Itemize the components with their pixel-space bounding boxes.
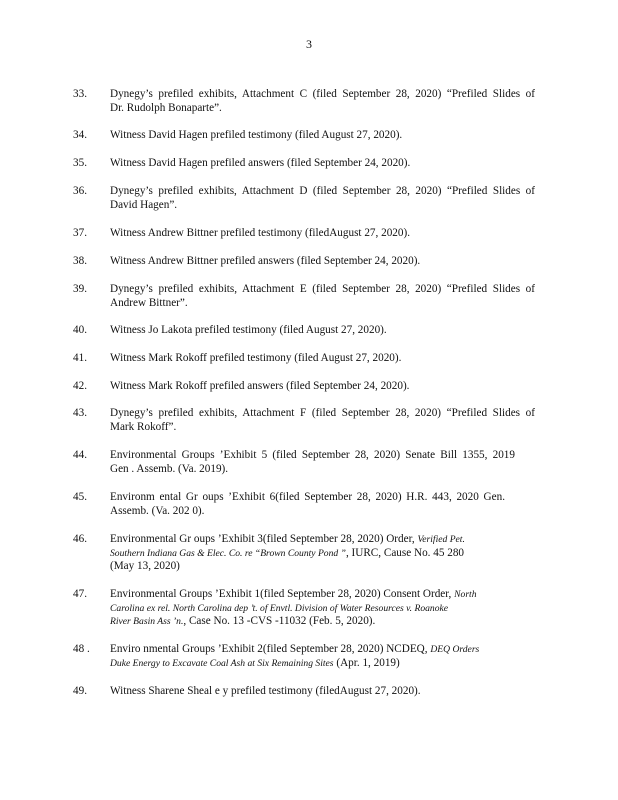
item-line: Environmental Gr oups ’Exhibit 3(filed September 28, 2020) Order,	[110, 533, 415, 545]
item-number: 41.	[73, 352, 87, 364]
item-number: 39.	[73, 283, 87, 295]
item-text	[110, 255, 535, 269]
item-line: Witness Andrew Bittner prefiled testimony (filedAugust 27, 2020).	[110, 227, 411, 239]
item-text	[110, 157, 535, 171]
case-name: Southern Indiana Gas & Elec. Co. re “Brown County Pond ”	[110, 547, 346, 559]
item-number: 46.	[73, 533, 87, 545]
item-text	[110, 407, 535, 434]
item-text	[110, 324, 535, 338]
item-number: 48 .	[73, 643, 90, 655]
item-text	[110, 352, 535, 366]
item-line: Witness David Hagen prefiled testimony (filed August 27, 2020).	[110, 129, 403, 141]
item-line: Dr. Rudolph Bonaparte”.	[110, 101, 222, 114]
item-line: Andrew Bittner”.	[110, 296, 188, 309]
page-number: 3	[306, 37, 312, 51]
item-line: Assemb. (Va. 202 0).	[110, 504, 205, 517]
item-line: Environmental Groups ’Exhibit 5 (filed September 28, 2020) Senate Bill 1355, 2019	[110, 449, 515, 461]
item-text	[110, 185, 535, 212]
item-line: Witness Mark Rokoff prefiled answers (filed September 24, 2020).	[110, 380, 410, 392]
item-line: Witness Mark Rokoff prefiled testimony (filed August 27, 2020).	[110, 352, 402, 364]
item-line: Dynegy’s prefiled exhibits, Attachment C (filed September 28, 2020) “Prefiled Slides of	[110, 88, 535, 100]
case-name: DEQ Orders	[430, 644, 480, 655]
item-number: 36.	[73, 185, 87, 197]
item-line: Witness Andrew Bittner prefiled answers (filed September 24, 2020).	[110, 255, 421, 267]
item-text	[110, 380, 535, 394]
item-line: Witness Sharene Sheal e y prefiled testimony (filedAugust 27, 2020).	[110, 685, 421, 697]
item-text	[110, 643, 510, 670]
item-line: Dynegy’s prefiled exhibits, Attachment D (filed September 28, 2020) “Prefiled Slides of	[110, 185, 535, 197]
item-line: Enviro nmental Groups ’Exhibit 2(filed September 28, 2020) NCDEQ,	[110, 643, 428, 655]
item-text	[110, 283, 535, 310]
item-number: 43.	[73, 407, 87, 419]
item-text	[110, 227, 535, 241]
item-number: 45.	[73, 491, 87, 503]
item-line: Environmental Groups ’Exhibit 1(filed September 28, 2020) Consent Order,	[110, 588, 452, 600]
item-text	[110, 533, 530, 574]
case-name: North	[454, 589, 477, 600]
item-number: 34.	[73, 129, 87, 141]
item-number: 38.	[73, 255, 87, 267]
item-number: 42.	[73, 380, 87, 392]
item-number: 47.	[73, 588, 87, 600]
item-number: 37.	[73, 227, 87, 239]
item-text	[110, 88, 535, 115]
item-number: 44.	[73, 449, 87, 461]
item-line: , Case No. 13 -CVS -11032 (Feb. 5, 2020).	[183, 615, 376, 627]
item-line: David Hagen”.	[110, 198, 178, 211]
item-text	[110, 129, 535, 143]
item-line: Dynegy’s prefiled exhibits, Attachment E (filed September 28, 2020) “Prefiled Slides of	[110, 283, 535, 295]
item-line: Environm ental Gr oups ’Exhibit 6(filed September 28, 2020) H.R. 443, 2020 Gen.	[110, 491, 505, 503]
item-line: Dynegy’s prefiled exhibits, Attachment F (filed September 28, 2020) “Prefiled Slides of	[110, 407, 535, 419]
item-number: 40.	[73, 324, 87, 336]
item-number: 33.	[73, 88, 87, 100]
item-text	[110, 685, 535, 699]
case-name: Carolina ex rel. North Carolina dep ’t. of Envtl. Division of Water Resources v. Roanoke	[110, 602, 449, 614]
item-line: (Apr. 1, 2019)	[336, 656, 400, 669]
item-number: 35.	[73, 157, 87, 169]
item-line: Mark Rokoff”.	[110, 420, 177, 433]
item-text	[110, 588, 535, 629]
item-line: Witness David Hagen prefiled answers (filed September 24, 2020).	[110, 157, 411, 169]
item-text	[110, 491, 505, 518]
case-name: River Basin Ass ’n.	[110, 616, 184, 627]
item-line: , IURC, Cause No. 45 280	[345, 546, 465, 559]
item-line: Gen . Assemb. (Va. 2019).	[110, 462, 229, 475]
item-text	[110, 449, 515, 476]
case-name: Duke Energy to Excavate Coal Ash at Six Remaining Sites	[110, 657, 334, 669]
item-number: 49.	[73, 685, 87, 697]
case-name: Verified Pet.	[417, 534, 465, 545]
item-line: (May 13, 2020)	[110, 560, 180, 572]
item-line: Witness Jo Lakota prefiled testimony (filed August 27, 2020).	[110, 324, 387, 336]
